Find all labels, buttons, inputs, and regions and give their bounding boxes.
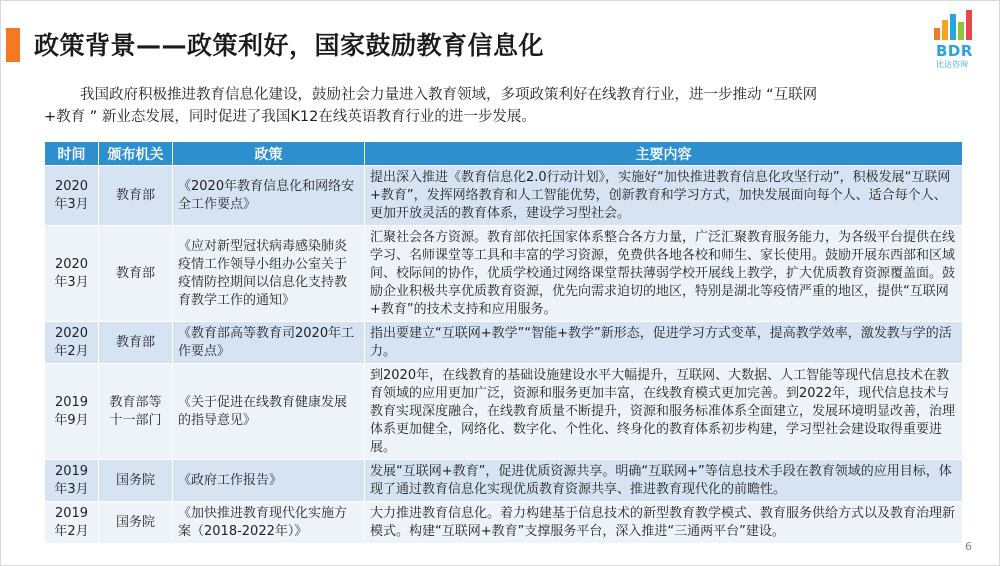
cell-time: 2020 年3月 xyxy=(45,226,99,322)
cell-policy: 《加快推进教育现代化实施方案（2018-2022年）》 xyxy=(173,502,365,544)
cell-time: 2019 年9月 xyxy=(45,364,99,460)
cell-time: 2019 年2月 xyxy=(45,502,99,544)
intro-line-1: 我国政府积极推进教育信息化建设，鼓励社会力量进入教育领域，多项政策利好在线教育行业，进一步推动 “互联网 xyxy=(80,87,818,103)
cell-agency: 国务院 xyxy=(99,502,173,544)
bdr-logo xyxy=(920,6,986,72)
table-row xyxy=(45,460,963,502)
table-header-row xyxy=(45,142,963,166)
header-agency: 颁布机关 xyxy=(99,142,173,166)
table-row xyxy=(45,226,963,322)
title-accent-bar xyxy=(6,28,20,62)
cell-time: 2020 年3月 xyxy=(45,166,99,226)
policy-table xyxy=(44,141,963,544)
cell-policy: 《教育部高等教育司2020年工作要点》 xyxy=(173,322,365,364)
cell-content: 汇聚社会各方资源。教育部依托国家体系整合各方力量，广泛汇聚教育服务能力，为各级平台提供在线学习、名师课堂等工具和丰富的学习资源，免费供各地各校和师生、家长使用。鼓励开展东西部和区域间、校际间的协作，优质学校通过网络课堂帮扶薄弱学校开展线上教学，扩大优质教育资源覆盖面。鼓励企业积极共享优质教育资源，优先向需求迫切的地区，特别是湖北等疫情严重的地区，提供“互联网+教育”的技术支持和应用服务。 xyxy=(365,226,963,322)
header-content: 主要内容 xyxy=(365,142,963,166)
header-time: 时间 xyxy=(45,142,99,166)
cell-content: 提出深入推进《教育信息化2.0行动计划》，实施好“加快推进教育信息化攻坚行动”，积极发展“互联网+教育”，发挥网络教育和人工智能优势，创新教育和学习方式，加快发展面向每个人、适合每个人、更加开放灵活的教育体系，建设学习型社会。 xyxy=(365,166,963,226)
cell-policy: 《应对新型冠状病毒感染肺炎疫情工作领导小组办公室关于疫情防控期间以信息化支持教育教学工作的通知》 xyxy=(173,226,365,322)
cell-agency: 教育部 xyxy=(99,226,173,322)
cell-content: 指出要建立“互联网+教学”“智能+教学”新形态，促进学习方式变革，提高教学效率，激发教与学的活力。 xyxy=(365,322,963,364)
table-row xyxy=(45,364,963,460)
header-policy: 政策 xyxy=(173,142,365,166)
table-row xyxy=(45,166,963,226)
cell-content: 发展“互联网+教育”，促进优质资源共享。明确“互联网+”等信息技术手段在教育领域的应用目标，体现了通过教育信息化实现优质教育资源共享、推进教育现代化的前瞻性。 xyxy=(365,460,963,502)
cell-content: 到2020年，在线教育的基础设施建设水平大幅提升，互联网、大数据、人工智能等现代信息技术在教育领域的应用更加广泛，资源和服务更加丰富，在线教育模式更加完善。到2022年，现代信息技术与教育实现深度融合，在线教育质量不断提升，资源和服务标准体系全面建立，发展环境明显改善，治理体系更加健全，网络化、数字化、个性化、终身化的教育体系初步构建，学习型社会建设取得重要进展。 xyxy=(365,364,963,460)
cell-time: 2019 年3月 xyxy=(45,460,99,502)
slide-title: 政策背景——政策利好，国家鼓励教育信息化 xyxy=(34,31,545,60)
logo-brand: BDR xyxy=(936,42,973,60)
intro-line-2: +教育 ” 新业态发展，同时促进了我国K12在线英语教育行业的进一步发展。 xyxy=(44,109,536,125)
cell-policy: 《政府工作报告》 xyxy=(173,460,365,502)
logo-subtitle: 比达咨询 xyxy=(936,60,968,69)
cell-policy: 《关于促进在线教育健康发展的指导意见》 xyxy=(173,364,365,460)
cell-time: 2020 年2月 xyxy=(45,322,99,364)
logo-bars-icon xyxy=(920,6,986,46)
cell-agency: 教育部等 十一部门 xyxy=(99,364,173,460)
table-row xyxy=(45,322,963,364)
page-number: 6 xyxy=(965,540,972,553)
intro-paragraph xyxy=(44,84,964,128)
cell-agency: 教育部 xyxy=(99,166,173,226)
cell-content: 大力推进教育信息化。着力构建基于信息技术的新型教育教学模式、教育服务供给方式以及教育治理新模式。构建“互联网+教育”支撑服务平台，深入推进“三通两平台”建设。 xyxy=(365,502,963,544)
cell-agency: 国务院 xyxy=(99,460,173,502)
table-row xyxy=(45,502,963,544)
cell-agency: 教育部 xyxy=(99,322,173,364)
cell-policy: 《2020年教育信息化和网络安全工作要点》 xyxy=(173,166,365,226)
